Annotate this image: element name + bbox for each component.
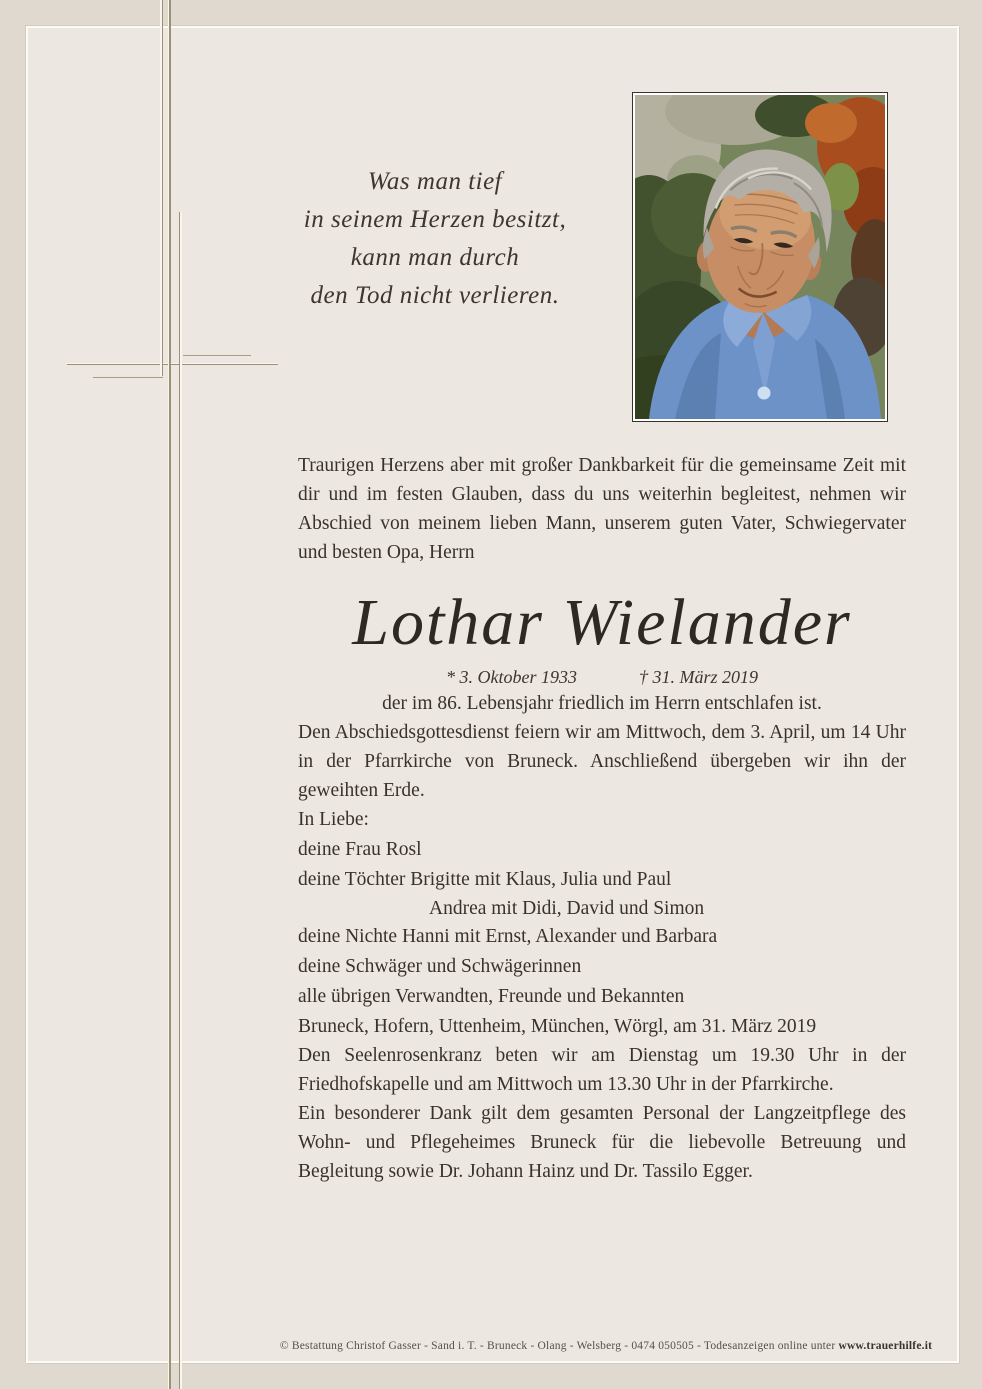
passing-line: der im 86. Lebensjahr friedlich im Herrn entschlafen ist. <box>382 693 822 714</box>
farewell-label: In Liebe: <box>298 809 369 830</box>
quote-line: den Tod nicht verlieren. <box>310 282 560 309</box>
places-date-line: Bruneck, Hofern, Uttenheim, München, Wörgl, am 31. März 2019 <box>298 1016 817 1037</box>
publisher-footer <box>236 1340 976 1352</box>
family-line-indented: Andrea mit Didi, David und Simon <box>429 898 705 919</box>
publisher-website: www.trauerhilfe.it <box>838 1340 933 1352</box>
publisher-text: © Bestattung Christof Gasser - Sand i. T. - Bruneck - Olang - Welsberg - 0474 050505 - Todesanzeigen online unter <box>279 1340 839 1352</box>
service-paragraph: Den Abschiedsgottesdienst feiern wir am Mittwoch, dem 3. April, um 14 Uhr in der Pfarrkirche von Bruneck. Anschließend übergeben wir ihn der geweihten Erde. <box>298 722 906 801</box>
cross-horizontal-lower-line <box>93 377 163 378</box>
cross-vertical-left-line <box>160 0 162 376</box>
memorial-quote <box>262 163 608 315</box>
family-line: deine Schwäger und Schwägerinnen <box>298 956 582 977</box>
family-line: alle übrigen Verwandten, Freunde und Bekannten <box>298 986 685 1007</box>
family-line: deine Nichte Hanni mit Ernst, Alexander und Barbara <box>298 926 718 947</box>
rosary-paragraph: Den Seelenrosenkranz beten wir am Dienstag um 19.30 Uhr in der Friedhofskapelle und am Mittwoch um 13.30 Uhr in der Pfarrkirche. <box>298 1045 906 1095</box>
death-date: † 31. März 2019 <box>638 667 758 687</box>
deceased-name: Lothar Wielander <box>352 586 852 659</box>
cross-vertical-right-line <box>180 212 182 1389</box>
cross-vertical-main-line <box>169 0 171 1389</box>
intro-paragraph: Traurigen Herzens aber mit großer Dankbarkeit für die gemeinsame Zeit mit dir und im festen Glauben, dass du uns weiterhin begleitest, nehmen wir Abschied von meinem lieben Mann, unserem guten Vater, Schwiegervater und besten Opa, Herrn <box>298 455 906 563</box>
birth-date: * 3. Oktober 1933 <box>446 667 577 687</box>
cross-horizontal-upper-line <box>183 355 251 356</box>
cross-horizontal-long-line <box>67 363 278 364</box>
family-line: deine Frau Rosl <box>298 839 422 860</box>
portrait-illustration <box>635 95 885 419</box>
obituary-text <box>298 451 906 1186</box>
quote-line: in seinem Herzen besitzt, <box>303 206 567 233</box>
life-dates <box>298 665 906 689</box>
portrait-photo <box>632 92 888 422</box>
family-line: deine Töchter Brigitte mit Klaus, Julia und Paul <box>298 869 672 890</box>
quote-line: Was man tief <box>367 168 503 195</box>
quote-line: kann man durch <box>350 244 520 271</box>
thanks-paragraph: Ein besonderer Dank gilt dem gesamten Personal der Langzeitpflege des Wohn- und Pflegeheimes Bruneck für die liebevolle Betreuung und Begleitung sowie Dr. Johann Hainz und Dr. Tassilo Egger. <box>298 1103 906 1182</box>
